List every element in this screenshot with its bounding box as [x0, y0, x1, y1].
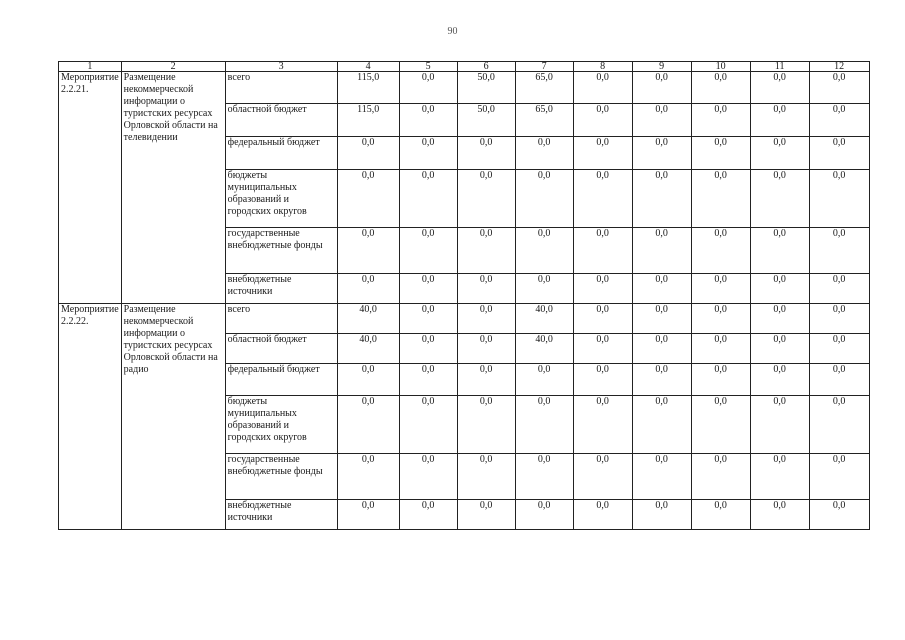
amount-cell: 0,0 [337, 500, 399, 530]
funding-source-cell: областной бюджет [225, 104, 337, 137]
amount-cell: 0,0 [632, 104, 691, 137]
amount-cell: 0,0 [399, 304, 457, 334]
amount-cell: 0,0 [750, 170, 809, 228]
amount-cell: 0,0 [750, 304, 809, 334]
amount-cell: 0,0 [515, 364, 573, 396]
amount-cell: 0,0 [457, 454, 515, 500]
amount-cell: 0,0 [632, 304, 691, 334]
amount-cell: 0,0 [691, 72, 750, 104]
column-number: 12 [809, 62, 869, 72]
amount-cell: 0,0 [691, 228, 750, 274]
table-row [59, 72, 870, 104]
amount-cell: 0,0 [399, 364, 457, 396]
amount-cell: 0,0 [573, 137, 632, 170]
funding-source-cell: федеральный бюджет [225, 137, 337, 170]
amount-cell: 0,0 [809, 500, 869, 530]
column-number-header [59, 62, 870, 72]
funding-source-cell: государственные внебюджетные фонды [225, 228, 337, 274]
amount-cell: 0,0 [337, 454, 399, 500]
amount-cell: 50,0 [457, 72, 515, 104]
table-row [59, 304, 870, 334]
funding-source-cell: бюджеты муниципальных образований и городских округов [225, 396, 337, 454]
amount-cell: 0,0 [399, 137, 457, 170]
amount-cell: 0,0 [809, 454, 869, 500]
amount-cell: 0,0 [750, 228, 809, 274]
amount-cell: 0,0 [750, 137, 809, 170]
amount-cell: 0,0 [399, 334, 457, 364]
column-number: 4 [337, 62, 399, 72]
amount-cell: 0,0 [691, 500, 750, 530]
amount-cell: 0,0 [573, 72, 632, 104]
funding-source-cell: внебюджетные источники [225, 274, 337, 304]
event-code-cell: Мероприятие 2.2.21. [59, 72, 122, 304]
page-number: 90 [447, 26, 458, 37]
amount-cell: 0,0 [337, 137, 399, 170]
amount-cell: 0,0 [809, 396, 869, 454]
event-name-cell: Размещение некоммерческой информации о туристских ресурсах Орловской области на телевидении [121, 72, 225, 304]
amount-cell: 0,0 [515, 137, 573, 170]
amount-cell: 0,0 [399, 274, 457, 304]
event-code-cell: Мероприятие 2.2.22. [59, 304, 122, 530]
column-number: 11 [750, 62, 809, 72]
amount-cell: 50,0 [457, 104, 515, 137]
amount-cell: 0,0 [573, 454, 632, 500]
amount-cell: 0,0 [573, 228, 632, 274]
amount-cell: 0,0 [691, 170, 750, 228]
amount-cell: 0,0 [691, 137, 750, 170]
amount-cell: 0,0 [573, 396, 632, 454]
amount-cell: 40,0 [337, 334, 399, 364]
amount-cell: 0,0 [691, 304, 750, 334]
column-number: 3 [225, 62, 337, 72]
amount-cell: 0,0 [573, 334, 632, 364]
amount-cell: 0,0 [750, 72, 809, 104]
column-number: 5 [399, 62, 457, 72]
column-number: 7 [515, 62, 573, 72]
amount-cell: 0,0 [691, 454, 750, 500]
amount-cell: 0,0 [809, 228, 869, 274]
amount-cell: 0,0 [457, 137, 515, 170]
column-number: 10 [691, 62, 750, 72]
amount-cell: 0,0 [632, 170, 691, 228]
amount-cell: 0,0 [632, 274, 691, 304]
amount-cell: 0,0 [573, 170, 632, 228]
amount-cell: 0,0 [573, 500, 632, 530]
amount-cell: 0,0 [691, 364, 750, 396]
amount-cell: 0,0 [750, 364, 809, 396]
amount-cell: 0,0 [515, 396, 573, 454]
amount-cell: 0,0 [515, 500, 573, 530]
amount-cell: 65,0 [515, 72, 573, 104]
amount-cell: 0,0 [399, 500, 457, 530]
amount-cell: 0,0 [337, 364, 399, 396]
amount-cell: 0,0 [457, 364, 515, 396]
amount-cell: 65,0 [515, 104, 573, 137]
amount-cell: 0,0 [691, 104, 750, 137]
amount-cell: 0,0 [750, 500, 809, 530]
amount-cell: 0,0 [573, 364, 632, 396]
amount-cell: 0,0 [750, 274, 809, 304]
amount-cell: 0,0 [457, 228, 515, 274]
amount-cell: 0,0 [691, 396, 750, 454]
budget-table [58, 61, 870, 530]
amount-cell: 0,0 [632, 72, 691, 104]
amount-cell: 40,0 [337, 304, 399, 334]
event-name-cell: Размещение некоммерческой информации о туристских ресурсах Орловской области на радио [121, 304, 225, 530]
amount-cell: 0,0 [632, 364, 691, 396]
amount-cell: 0,0 [515, 274, 573, 304]
amount-cell: 0,0 [632, 228, 691, 274]
amount-cell: 0,0 [399, 454, 457, 500]
amount-cell: 0,0 [399, 104, 457, 137]
amount-cell: 0,0 [809, 104, 869, 137]
amount-cell: 0,0 [399, 396, 457, 454]
funding-source-cell: бюджеты муниципальных образований и городских округов [225, 170, 337, 228]
amount-cell: 0,0 [809, 137, 869, 170]
amount-cell: 0,0 [515, 228, 573, 274]
amount-cell: 0,0 [750, 396, 809, 454]
funding-source-cell: всего [225, 72, 337, 104]
funding-source-cell: всего [225, 304, 337, 334]
column-number: 8 [573, 62, 632, 72]
funding-source-cell: федеральный бюджет [225, 364, 337, 396]
amount-cell: 0,0 [809, 170, 869, 228]
amount-cell: 40,0 [515, 334, 573, 364]
amount-cell: 0,0 [691, 334, 750, 364]
funding-source-cell: областной бюджет [225, 334, 337, 364]
amount-cell: 0,0 [809, 364, 869, 396]
amount-cell: 0,0 [337, 228, 399, 274]
funding-source-cell: внебюджетные источники [225, 500, 337, 530]
amount-cell: 0,0 [809, 304, 869, 334]
amount-cell: 0,0 [515, 170, 573, 228]
amount-cell: 0,0 [573, 104, 632, 137]
amount-cell: 0,0 [515, 454, 573, 500]
amount-cell: 0,0 [632, 500, 691, 530]
amount-cell: 0,0 [457, 396, 515, 454]
amount-cell: 0,0 [809, 274, 869, 304]
column-number: 1 [59, 62, 122, 72]
amount-cell: 0,0 [750, 104, 809, 137]
amount-cell: 0,0 [457, 170, 515, 228]
amount-cell: 0,0 [457, 500, 515, 530]
amount-cell: 0,0 [337, 170, 399, 228]
amount-cell: 0,0 [457, 274, 515, 304]
amount-cell: 0,0 [809, 72, 869, 104]
amount-cell: 0,0 [457, 334, 515, 364]
amount-cell: 0,0 [337, 274, 399, 304]
amount-cell: 115,0 [337, 72, 399, 104]
amount-cell: 0,0 [457, 304, 515, 334]
amount-cell: 0,0 [750, 454, 809, 500]
amount-cell: 40,0 [515, 304, 573, 334]
amount-cell: 0,0 [399, 228, 457, 274]
amount-cell: 0,0 [691, 274, 750, 304]
column-number: 6 [457, 62, 515, 72]
amount-cell: 0,0 [337, 396, 399, 454]
amount-cell: 115,0 [337, 104, 399, 137]
amount-cell: 0,0 [573, 274, 632, 304]
amount-cell: 0,0 [809, 334, 869, 364]
amount-cell: 0,0 [750, 334, 809, 364]
column-number: 2 [121, 62, 225, 72]
amount-cell: 0,0 [632, 137, 691, 170]
amount-cell: 0,0 [632, 454, 691, 500]
amount-cell: 0,0 [573, 304, 632, 334]
amount-cell: 0,0 [399, 72, 457, 104]
funding-source-cell: государственные внебюджетные фонды [225, 454, 337, 500]
column-number: 9 [632, 62, 691, 72]
amount-cell: 0,0 [632, 396, 691, 454]
amount-cell: 0,0 [399, 170, 457, 228]
amount-cell: 0,0 [632, 334, 691, 364]
